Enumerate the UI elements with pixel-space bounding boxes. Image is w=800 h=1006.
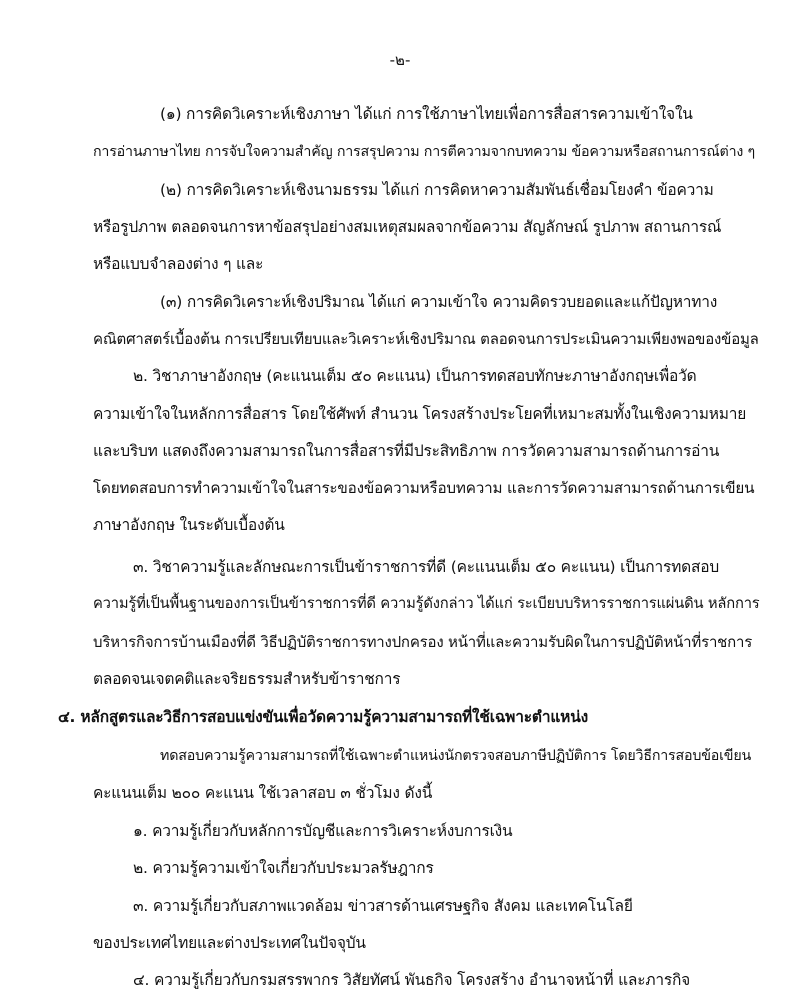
list-item: ๒. ความรู้ความเข้าใจเกี่ยวกับประมวลรัษฎากร (133, 859, 434, 877)
paragraph-line: การอ่านภาษาไทย การจับใจความสำคัญ การสรุปความ การตีความจากบทความ ข้อความหรือสถานการณ์ต่าง ๆ (93, 144, 755, 160)
paragraph-line: คะแนนเต็ม ๒๐๐ คะแนน ใช้เวลาสอบ ๓ ชั่วโมง ดังนี้ (93, 784, 433, 802)
paragraph-line: (๓) การคิดวิเคราะห์เชิงปริมาณ ได้แก่ ความเข้าใจ ความคิดรวบยอดและแก้ปัญหาทาง (160, 293, 718, 311)
paragraph-line: หรือรูปภาพ ตลอดจนการหาข้อสรุปอย่างสมเหตุสมผลจากข้อความ สัญลักษณ์ รูปภาพ สถานการณ์ (93, 218, 722, 236)
paragraph-line: ทดสอบความรู้ความสามารถที่ใช้เฉพาะตำแหน่งนักตรวจสอบภาษีปฏิบัติการ โดยวิธีการสอบข้อเขียน (160, 748, 752, 764)
list-item: ๓. ความรู้เกี่ยวกับสภาพแวดล้อม ข่าวสารด้านเศรษฐกิจ สังคม และเทคโนโลยี (133, 897, 633, 915)
paragraph-line: (๑) การคิดวิเคราะห์เชิงภาษา ได้แก่ การใช้ภาษาไทยเพื่อการสื่อสารความเข้าใจใน (160, 105, 693, 123)
paragraph-line: โดยทดสอบการทำความเข้าใจในสาระของข้อความหรือบทความ และการวัดความสามารถด้านการเขียน (93, 479, 755, 497)
paragraph-line: ตลอดจนเจตคติและจริยธรรมสำหรับข้าราชการ (93, 670, 401, 688)
list-item: ๑. ความรู้เกี่ยวกับหลักการบัญชีและการวิเคราะห์งบการเงิน (133, 822, 513, 840)
section-heading: ๔. หลักสูตรและวิธีการสอบแข่งขันเพื่อวัดความรู้ความสามารถที่ใช้เฉพาะตำแหน่ง (58, 708, 588, 726)
paragraph-line: คณิตศาสตร์เบื้องต้น การเปรียบเทียบและวิเคราะห์เชิงปริมาณ ตลอดจนการประเมินความเพียงพอของข้อมูล (93, 330, 759, 348)
paragraph-line: หรือแบบจำลองต่าง ๆ และ (93, 255, 264, 273)
paragraph-line: (๒) การคิดวิเคราะห์เชิงนามธรรม ได้แก่ การคิดหาความสัมพันธ์เชื่อมโยงคำ ข้อความ (160, 181, 714, 199)
paragraph-line: ความเข้าใจในหลักการสื่อสาร โดยใช้ศัพท์ สำนวน โครงสร้างประโยคที่เหมาะสมทั้งในเชิงความหมาย (93, 405, 747, 423)
paragraph-line: ๓. วิชาความรู้และลักษณะการเป็นข้าราชการที่ดี (คะแนนเต็ม ๕๐ คะแนน) เป็นการทดสอบ (133, 558, 719, 576)
paragraph-line: ความรู้ที่เป็นพื้นฐานของการเป็นข้าราชการที่ดี ความรู้ดังกล่าว ได้แก่ ระเบียบบริหารราชการแผ่นดิน หลักการ (93, 595, 760, 612)
paragraph-line: และบริบท แสดงถึงความสามารถในการสื่อสารที่มีประสิทธิภาพ การวัดความสามารถด้านการอ่าน (93, 442, 720, 460)
page-number: -๒- (389, 51, 411, 69)
paragraph-line: ภาษาอังกฤษ ในระดับเบื้องต้น (93, 516, 285, 534)
paragraph-line: ๒. วิชาภาษาอังกฤษ (คะแนนเต็ม ๕๐ คะแนน) เป็นการทดสอบทักษะภาษาอังกฤษเพื่อวัด (133, 367, 697, 385)
list-item: ๔. ความรู้เกี่ยวกับกรมสรรพากร วิสัยทัศน์ พันธกิจ โครงสร้าง อำนาจหน้าที่ และภารกิจ (133, 971, 691, 989)
paragraph-line: ของประเทศไทยและต่างประเทศในปัจจุบัน (93, 934, 366, 952)
paragraph-line: บริหารกิจการบ้านเมืองที่ดี วิธีปฏิบัติราชการทางปกครอง หน้าที่และความรับผิดในการปฏิบัติหน้าที่ราชการ (93, 633, 753, 651)
